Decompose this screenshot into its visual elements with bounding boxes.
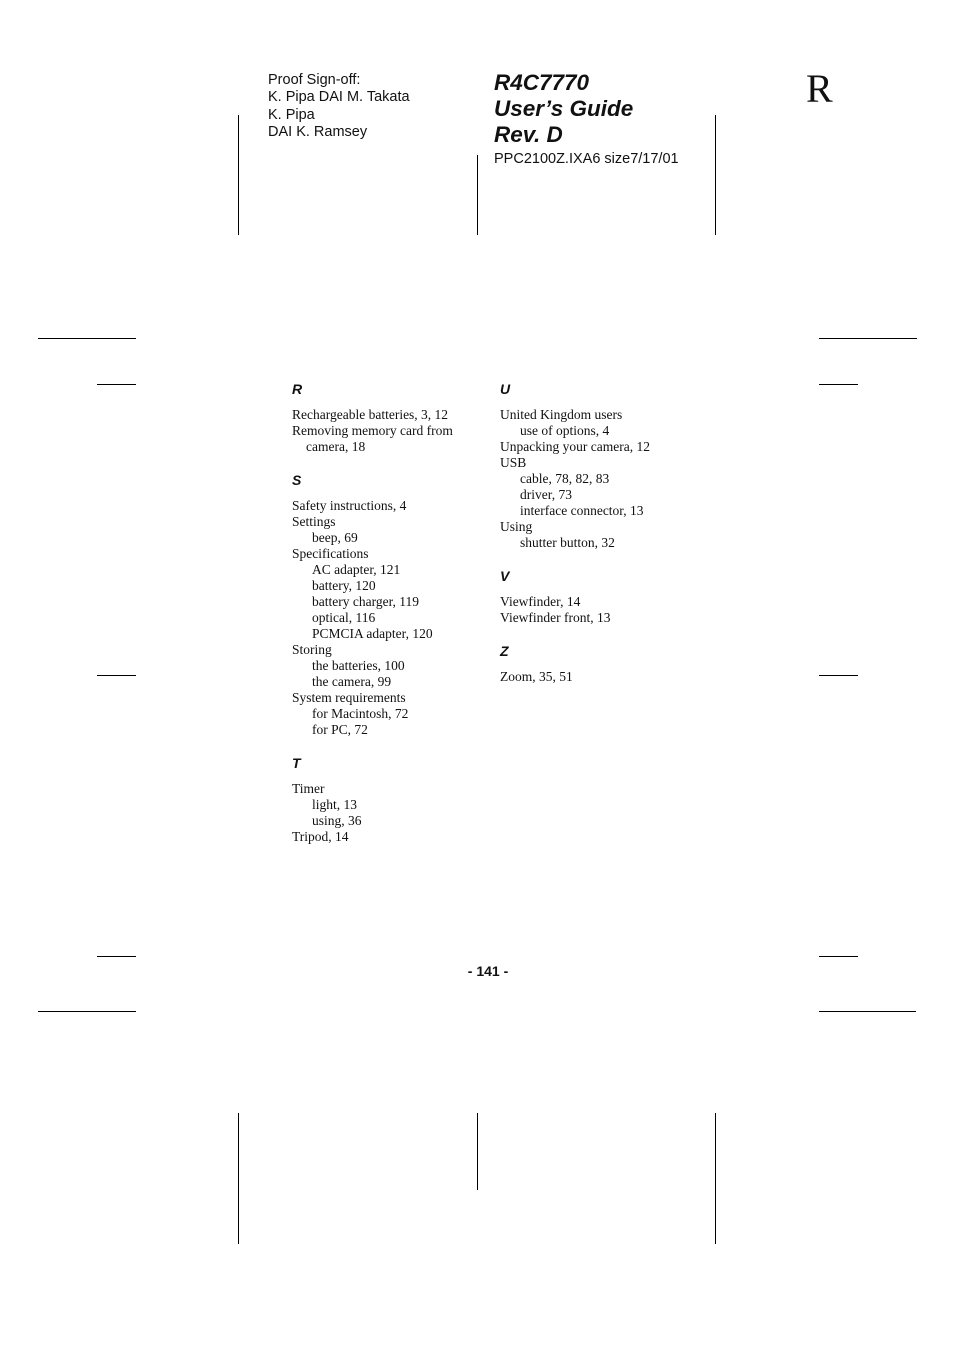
index-column-left	[292, 381, 482, 862]
index-entry: System requirements	[292, 690, 406, 705]
index-entry: Settings	[292, 514, 336, 529]
file-info: PPC2100Z.IXA6 size7/17/01	[494, 151, 679, 167]
index-subentry: PCMCIA adapter, 120	[312, 626, 433, 641]
crop-mark	[715, 115, 716, 235]
crop-mark	[819, 1011, 916, 1012]
document-title	[494, 70, 633, 148]
section-heading: Z	[500, 643, 509, 659]
index-entry: Using	[500, 519, 533, 534]
index-section	[500, 381, 700, 551]
crop-mark	[819, 384, 858, 385]
index-subentry: the camera, 99	[312, 674, 392, 689]
index-entry: Viewfinder front, 13	[500, 610, 611, 625]
crop-mark	[715, 1113, 716, 1244]
index-subentry: use of options, 4	[520, 423, 610, 438]
index-entry: Rechargeable batteries, 3, 12	[292, 407, 449, 422]
crop-mark	[238, 1113, 239, 1244]
index-section	[292, 755, 482, 845]
index-subentry: cable, 78, 82, 83	[520, 471, 610, 486]
section-heading: U	[500, 381, 511, 397]
crop-mark	[477, 155, 478, 235]
proof-line: K. Pipa DAI M. Takata	[268, 89, 410, 106]
crop-mark	[38, 1011, 136, 1012]
index-entry: Tripod, 14	[292, 829, 349, 844]
index-entry: USB	[500, 455, 527, 470]
crop-mark	[97, 956, 136, 957]
index-subentry: for PC, 72	[312, 722, 368, 737]
index-entry: United Kingdom users	[500, 407, 623, 422]
index-subentry: shutter button, 32	[520, 535, 615, 550]
index-subentry: optical, 116	[312, 610, 376, 625]
index-subentry: light, 13	[312, 797, 358, 812]
index-entry: Specifications	[292, 546, 369, 561]
index-entry: Viewfinder, 14	[500, 594, 581, 609]
index-entry: Removing memory card from	[292, 423, 453, 438]
index-entry-continuation: camera, 18	[306, 439, 366, 454]
index-subentry: using, 36	[312, 813, 362, 828]
crop-mark	[38, 338, 136, 339]
section-heading: V	[500, 568, 510, 584]
index-section	[500, 643, 700, 685]
section-heading: S	[292, 472, 302, 488]
index-entry: Timer	[292, 781, 325, 796]
index-subentry: for Macintosh, 72	[312, 706, 409, 721]
crop-mark	[819, 338, 917, 339]
index-entry: Zoom, 35, 51	[500, 669, 573, 684]
index-section	[292, 472, 482, 738]
index-entry: Storing	[292, 642, 332, 657]
index-subentry: battery charger, 119	[312, 594, 420, 609]
title-line: R4C7770	[494, 70, 590, 95]
index-subentry: beep, 69	[312, 530, 358, 545]
index-entry: Unpacking your camera, 12	[500, 439, 650, 454]
index-subentry: the batteries, 100	[312, 658, 405, 673]
index-subentry: interface connector, 13	[520, 503, 644, 518]
crop-mark	[97, 384, 136, 385]
proof-line: K. Pipa	[268, 106, 315, 123]
proof-signoff	[268, 72, 410, 141]
index-subentry: driver, 73	[520, 487, 572, 502]
section-heading: T	[292, 755, 301, 771]
index-column-right	[500, 381, 700, 702]
section-letter: R	[806, 66, 833, 111]
index-subentry: AC adapter, 121	[312, 562, 401, 577]
crop-mark	[819, 956, 858, 957]
title-line: User’s Guide	[494, 96, 634, 121]
crop-mark	[477, 1113, 478, 1190]
index-section	[500, 568, 700, 626]
section-heading: R	[292, 381, 303, 397]
crop-mark	[238, 115, 239, 235]
index-section	[292, 381, 482, 455]
proof-line: DAI K. Ramsey	[268, 123, 368, 140]
crop-mark	[819, 675, 858, 676]
index-entry: Safety instructions, 4	[292, 498, 407, 513]
proof-line: Proof Sign-off:	[268, 72, 361, 88]
title-line: Rev. D	[494, 122, 563, 147]
page-number: - 141 -	[467, 963, 509, 979]
crop-mark	[97, 675, 136, 676]
index-subentry: battery, 120	[312, 578, 376, 593]
